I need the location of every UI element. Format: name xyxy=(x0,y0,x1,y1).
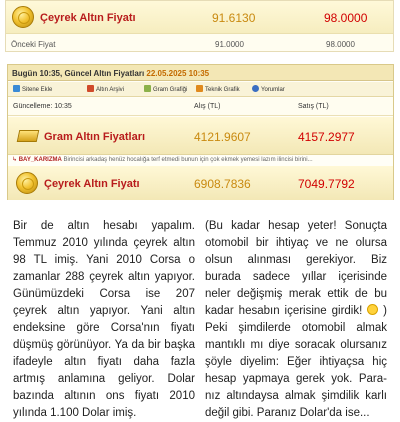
header-date: 22.05.2025 10:35 xyxy=(146,69,210,78)
row-title[interactable]: Gram Altın Fiyatları xyxy=(44,131,146,143)
ceyrek-row[interactable] xyxy=(8,166,393,200)
toolbar xyxy=(8,82,393,97)
buy-price: 6908.7836 xyxy=(194,177,251,191)
article-left-column: Bir de altın hesabı yapalım. Temmuz 2010 yılında çeyrek altın 98 TL imiş. Yani 2010 Corsa o zamanlar 288 çeyrek altın yapıyor. Günümüzdeki Corsa ise 207 çeyrek altın yapıyor. Yani altın endeksine göre Corsa'nın fiyatı düşmüş görünüyor. Ya da bir başka ifadeyle altın fiyatı daha fazla artmış anlamına geliyor. Dolar bazında altının ons fiyatı 2010 yılında 1.100 Dolar imiş. xyxy=(13,220,195,419)
note-text: Birincisi arkadaş henüz hocalığa terf etmedi bunun için çok ekmek yemesi lazım ilincisi birini... xyxy=(63,157,313,163)
sell-price: 98.0000 xyxy=(324,11,368,25)
buy-price: 4121.9607 xyxy=(194,130,251,144)
toolbar-comments[interactable]: Yorumlar xyxy=(252,85,285,93)
comment-icon xyxy=(252,85,259,92)
smiley-icon xyxy=(367,304,378,315)
header-title: Bugün 10:35, Güncel Altın Fiyatları xyxy=(12,69,145,78)
gold-coin-icon xyxy=(12,6,34,28)
row-title[interactable]: Çeyrek Altın Fiyatı xyxy=(44,178,140,190)
article-right-text-b: ) Peki şimdilerde otomobil almak mantıklı mı diye soracak olursanız şöyle diyelim: Eğer ihtiyaçsa hiç hesap yapmaya gerek yok. Para-nız altındaysa almak şimdilik karlı değil gibi. Paranız Dolar'da ise... xyxy=(205,305,387,419)
note-user[interactable]: BAY_KARIZMA xyxy=(18,157,62,163)
update-row xyxy=(8,98,393,116)
gold-bar-icon xyxy=(17,130,40,142)
article-right-column xyxy=(205,218,387,422)
article-right-text-a: (Bu kadar hesap yeter! Sonuçta otomobil bir ihtiyaç ve ne olursa olsun alınması gerekiyor. Biz burada sadece yıllar içerisinde neler değişmiş merak ettik de bu kadar hesabın içerisine girdik! xyxy=(205,220,387,317)
sell-price: 4157.2977 xyxy=(298,130,355,144)
toolbar-add-site[interactable]: Sitene Ekle xyxy=(13,85,52,93)
sell-price: 7049.7792 xyxy=(298,177,355,191)
prev-buy: 91.0000 xyxy=(215,40,244,49)
gold-prices-widget xyxy=(7,64,394,200)
update-time: Güncelleme: 10:35 xyxy=(13,103,72,110)
plus-icon xyxy=(13,85,20,92)
prev-price-label: Önceki Fiyat xyxy=(11,40,56,49)
row-title[interactable]: Çeyrek Altın Fiyatı xyxy=(40,12,136,24)
chart-icon xyxy=(144,85,151,92)
col-header-sell: Satış (TL) xyxy=(298,103,329,110)
user-note xyxy=(8,156,393,166)
buy-price: 91.6130 xyxy=(212,11,256,25)
widget-header xyxy=(8,65,393,81)
tech-chart-icon xyxy=(196,85,203,92)
toolbar-gram-chart[interactable]: Gram Grafiği xyxy=(144,85,187,93)
toolbar-archive[interactable]: Altın Arşivi xyxy=(87,85,124,93)
arrow-icon: ↳ xyxy=(12,157,19,163)
col-header-buy: Alış (TL) xyxy=(194,103,221,110)
gram-row[interactable] xyxy=(8,117,393,155)
gold-coin-icon xyxy=(16,172,38,194)
prev-sell: 98.0000 xyxy=(326,40,355,49)
ceyrek-row[interactable] xyxy=(6,1,393,34)
toolbar-tech-chart[interactable]: Teknik Grafik xyxy=(196,85,240,93)
archive-icon xyxy=(87,85,94,92)
top-gold-widget xyxy=(5,0,394,52)
